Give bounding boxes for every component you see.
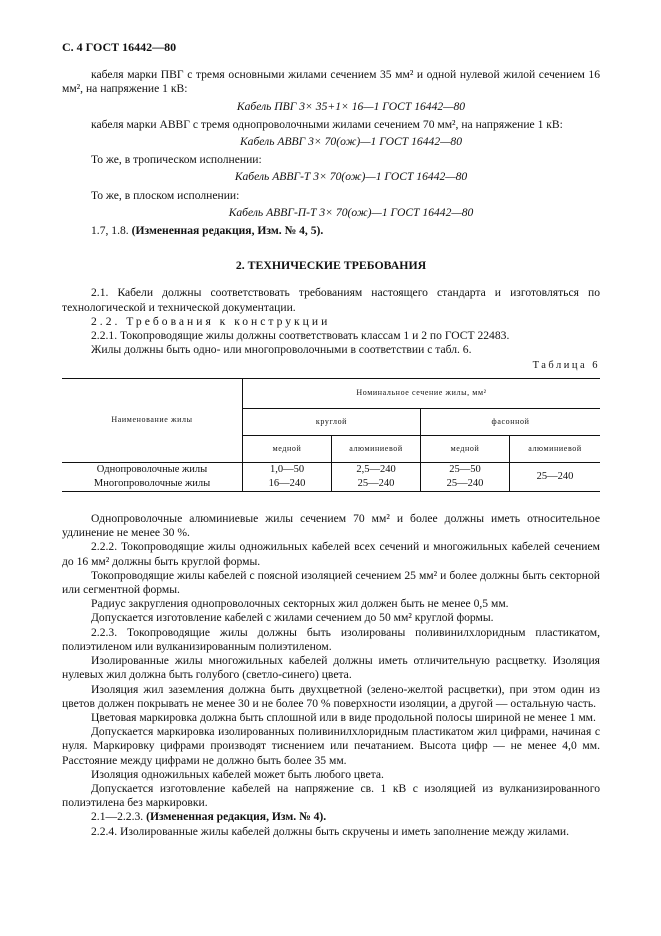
paragraph: Допускается маркировка изолированных поливинилхлоридным пластикатом жил цифрами, начиная с нуля. Маркировку цифрами производят тиснением или печатанием. Высота цифр — не менее 4,0 мм. Расстояние между цифрами не должно быть более 35 мм. [62,725,600,767]
table-header-copper: медной [421,435,510,462]
paragraph: 2.2.2. Токопроводящие жилы одножильных кабелей всех сечений и многожильных кабелей сечением до 16 мм² должны быть круглой формы. [62,540,600,568]
document-page [62,40,600,839]
paragraph: То же, в плоском исполнении: [91,188,240,202]
table-cell: 25—240 [332,477,421,492]
paragraph: Жилы должны быть одно- или многопроволочными в соответствии с табл. 6. [91,343,472,357]
paragraph: 2.2.1. Токопроводящие жилы должны соответствовать классам 1 и 2 по ГОСТ 22483. [91,329,510,343]
table-header-aluminum: алюминиевой [332,435,421,462]
table-cell: Однопроволочные жилы [62,462,243,477]
table-6 [62,378,600,492]
paragraph: 2.1. Кабели должны соответствовать требованиям настоящего стандарта и изготовляться по технологической и технической документации. [62,286,600,314]
section-title: 2. ТЕХНИЧЕСКИЕ ТРЕБОВАНИЯ [235,258,427,273]
note-ref: 2.1—2.2.3. [91,810,144,824]
table-cell: 16—240 [243,477,332,492]
table-cell: 25—50 [421,462,510,477]
example-designation: Кабель АВВГ 3× 70(ож)—1 ГОСТ 16442—80 [239,135,463,149]
example-designation: Кабель АВВГ-П-Т 3× 70(ож)—1 ГОСТ 16442—80 [228,205,474,219]
table-cell: 1,0—50 [243,462,332,477]
paragraph: Допускается изготовление кабелей на напряжение св. 1 кВ с изоляцией из вулканизированного полиэтилена без маркировки. [62,781,600,810]
table-header-name: Наименование жилы [62,378,243,462]
table-row [62,462,600,477]
table-header-shaped: фасонной [421,408,601,435]
paragraph: Однопроволочные алюминиевые жилы сечением 70 мм² и более должны иметь относительное удлинение не менее 30 %. [62,512,600,540]
note-bold: (Измененная редакция, Изм. № 4). [146,810,327,824]
table-header-aluminum: алюминиевой [528,443,582,453]
paragraph: кабеля марки ПВГ с тремя основными жилами сечением 35 мм² и одной нулевой жилой сечением 16 мм², на напряжение 1 кВ: [62,68,600,96]
example-designation: Кабель АВВГ-Т 3× 70(ож)—1 ГОСТ 16442—80 [234,170,468,184]
amendment-note [62,810,600,824]
table-cell-merged: 25—240 [536,470,574,482]
paragraph: Радиус закругления однопроволочных секторных жил должен быть не менее 0,5 мм. [91,597,509,611]
note-bold: (Измененная редакция, Изм. № 4, 5). [131,224,324,238]
amendment-note [62,224,600,238]
table-caption: Таблица 6 [532,360,600,372]
paragraph: Изоляция одножильных кабелей может быть любого цвета. [91,767,384,781]
paragraph: кабеля марки АВВГ с тремя однопроволочными жилами сечением 70 мм², на напряжение 1 кВ: [91,117,563,131]
page-header: С. 4 ГОСТ 16442—80 [62,40,177,54]
paragraph: 2.2.3. Токопроводящие жилы должны быть изолированы поливинилхлоридным пластикатом, полиэтиленом или вулканизированным полиэтиленом. [62,625,600,653]
example-designation: Кабель ПВГ 3× 35+1× 16—1 ГОСТ 16442—80 [236,99,466,113]
table-cell: 2,5—240 [332,462,421,477]
table-header-round: круглой [243,408,421,435]
note-ref: 1.7, 1.8. [91,224,129,238]
paragraph: Токопроводящие жилы кабелей с поясной изоляцией сечением 25 мм² и более должны быть секторной или сегментной формы. [62,568,600,597]
table-header-section: Номинальное сечение жилы, мм² [243,378,601,408]
table-header-copper: медной [243,435,332,462]
table-cell: 25—240 [421,477,510,492]
paragraph: Изоляция жил заземления должна быть двухцветной (зелено-желтой расцветки), при этом один из цветов должен покрывать не менее 30 и не более 70 % поверхности изоляции, а другой — остальную часть. [62,682,600,710]
paragraph: Изолированные жилы многожильных кабелей должны иметь отличительную расцветку. Изоляция нулевых жил должна быть голубого (светло-синего) цвета. [62,654,600,682]
paragraph: Допускается изготовление кабелей с жилами сечением до 50 мм² круглой формы. [91,611,494,625]
paragraph: То же, в тропическом исполнении: [91,153,262,167]
paragraph: 2.2.4. Изолированные жилы кабелей должны быть скручены и иметь заполнение между жилами. [91,824,570,838]
paragraph: Цветовая маркировка должна быть сплошной или в виде продольной полосы шириной не менее 1 мм. [91,710,596,724]
table-cell: Многопроволочные жилы [62,477,243,492]
subsection-title: 2.2. Требования к конструкции [91,314,331,328]
